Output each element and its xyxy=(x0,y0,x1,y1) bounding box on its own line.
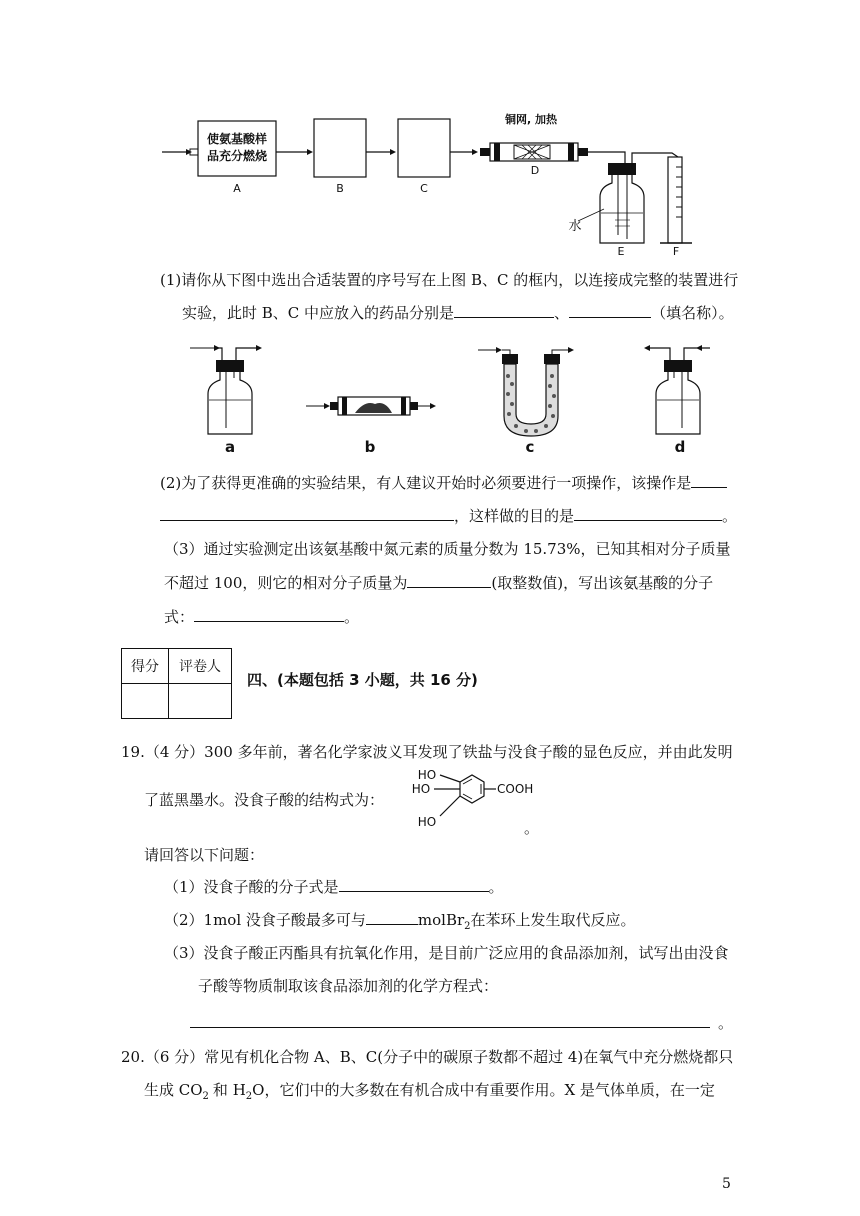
q20-line2-c: O，它们中的大多数在有机合成中有重要作用。X 是气体单质，在一定 xyxy=(252,1081,715,1099)
answer-blank-gallic-formula[interactable] xyxy=(339,877,489,892)
grader-cell[interactable] xyxy=(169,684,232,719)
copper-mesh-label: 铜网, 加热 xyxy=(504,113,557,126)
label-a: A xyxy=(233,182,241,195)
struct-ho-mid: HO xyxy=(411,782,431,796)
q18-3-line2-suffix: (取整数值)，写出该氨基酸的分子 xyxy=(491,574,714,592)
q19-sub3-end: 。 xyxy=(718,1014,734,1032)
option-label-d: d xyxy=(674,438,686,456)
apparatus-options-figure xyxy=(180,338,740,438)
option-label-b: b xyxy=(364,438,376,456)
answer-blank-b[interactable] xyxy=(454,303,554,318)
q18-2-mid: ，这样做的目的是 xyxy=(454,507,575,525)
answer-blank-equation[interactable] xyxy=(190,1013,710,1028)
box-a-line2: 品充分燃烧 xyxy=(206,149,267,163)
option-label-c: c xyxy=(525,438,535,456)
q19-sub1-text: （1）没食子酸的分子式是 xyxy=(164,878,339,896)
q18-3-line1: （3）通过实验测定出该氨基酸中氮元素的质量分数为 15.73%，已知其相对分子质量 xyxy=(164,540,731,558)
struct-ho-top: HO xyxy=(417,768,437,782)
answer-blank-operation-cont[interactable] xyxy=(160,506,454,521)
q19-line2-end: 。 xyxy=(524,819,540,837)
q18-1-suffix: （填名称）。 xyxy=(651,304,734,322)
label-d: D xyxy=(530,164,540,177)
q19-sub2-prefix: （2）1mol 没食子酸最多可与 xyxy=(164,911,366,929)
q20-line2-b: 和 H xyxy=(212,1081,246,1099)
q20-line1: 20.（6 分）常见有机化合物 A、B、C(分子中的碳原子数都不超过 4)在氧气中充分燃烧都只 xyxy=(121,1048,734,1066)
q18-3-line3 xyxy=(164,607,359,627)
q20-line2-sub2: 2 xyxy=(245,1091,253,1102)
answer-blank-formula[interactable] xyxy=(194,607,344,622)
page-number: 5 xyxy=(722,1176,731,1192)
struct-cooh: COOH xyxy=(497,782,534,796)
score-table xyxy=(121,648,232,719)
label-e: E xyxy=(617,245,625,258)
q19-sub2-mid: molBr xyxy=(417,911,465,929)
label-c: C xyxy=(420,182,428,195)
option-label-a: a xyxy=(224,438,236,456)
apparatus-flow-diagram xyxy=(160,105,720,260)
box-a-line1: 使氨基酸样 xyxy=(206,132,267,146)
q20-line2-a: 生成 CO xyxy=(144,1081,203,1099)
q19-sub2-subscript: 2 xyxy=(464,921,471,932)
q18-3-line2-prefix: 不超过 100，则它的相对分子质量为 xyxy=(164,574,408,592)
label-b: B xyxy=(336,182,344,195)
q18-2-end: 。 xyxy=(722,507,738,525)
grader-header: 评卷人 xyxy=(169,649,232,684)
score-cell[interactable] xyxy=(122,684,169,719)
q18-1-line1: (1)请你从下图中选出合适装置的序号写在上图 B、C 的框内，以连接成完整的装置进行 xyxy=(160,271,739,289)
answer-blank-purpose[interactable] xyxy=(574,506,722,521)
box-a-text xyxy=(200,131,274,165)
section-four-header: 四、(本题包括 3 小题，共 16 分) xyxy=(247,671,478,689)
answer-blank-molar-mass[interactable] xyxy=(407,573,491,588)
answer-blank-c[interactable] xyxy=(569,303,651,318)
answer-blank-br2-mol[interactable] xyxy=(366,910,418,925)
q19-line2: 了蓝黑墨水。没食子酸的结构式为： xyxy=(144,791,385,809)
q18-3-line3-prefix: 式： xyxy=(164,608,195,626)
q18-3-line3-end: 。 xyxy=(344,608,360,626)
q18-3-line2 xyxy=(164,573,713,593)
q20-line2 xyxy=(144,1080,715,1107)
q19-sub3-line1: （3）没食子酸正丙酯具有抗氧化作用，是目前广泛应用的食品添加剂，试写出由没食 xyxy=(164,944,729,962)
q19-sub2 xyxy=(164,910,636,937)
q19-sub3-answer-line xyxy=(190,1013,733,1033)
q18-2-line2 xyxy=(160,506,737,526)
q19-prompt: 请回答以下问题： xyxy=(144,846,265,864)
water-label: 水 xyxy=(568,219,582,234)
q19-sub1 xyxy=(164,877,504,897)
score-header: 得分 xyxy=(122,649,169,684)
q18-1-sep: 、 xyxy=(554,304,570,322)
q18-2-line1-text: (2)为了获得更准确的实验结果，有人建议开始时必须要进行一项操作，该操作是 xyxy=(160,474,692,492)
q19-sub2-suffix: 在苯环上发生取代反应。 xyxy=(470,911,636,929)
struct-ho-bottom: HO xyxy=(417,815,437,829)
q18-1-line2 xyxy=(182,303,734,323)
q19-sub1-end: 。 xyxy=(488,878,504,896)
q19-line1: 19.（4 分）300 多年前，著名化学家波义耳发现了铁盐与没食子酸的显色反应，并由此发明 xyxy=(121,743,733,761)
q18-2-line1 xyxy=(160,473,727,493)
q19-sub3-line2: 子酸等物质制取该食品添加剂的化学方程式： xyxy=(198,977,499,995)
q18-1-line2-prefix: 实验，此时 B、C 中应放入的药品分别是 xyxy=(182,304,455,322)
label-f: F xyxy=(672,245,680,258)
q20-line2-sub1: 2 xyxy=(202,1091,209,1102)
answer-blank-operation[interactable] xyxy=(691,473,727,488)
